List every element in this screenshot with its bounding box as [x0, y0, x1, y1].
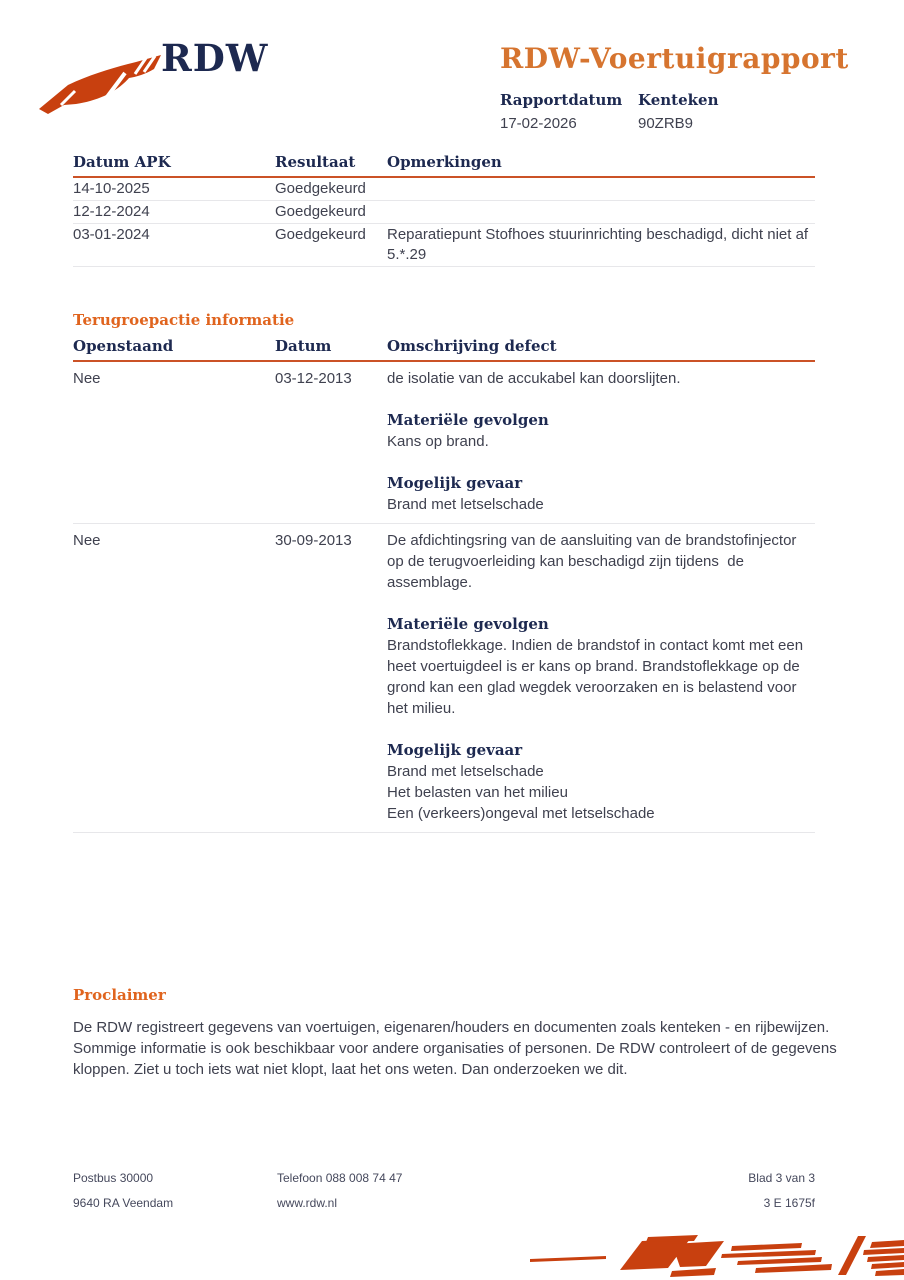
license-plate-group [638, 91, 718, 132]
apk-opmerkingen-cell [387, 201, 815, 223]
apk-resultaat-cell: Goedgekeurd [275, 180, 366, 197]
proclaimer-title: Proclaimer [73, 986, 166, 1004]
material-consequences-label: Materiële gevolgen [387, 615, 549, 633]
footer-address [73, 1166, 277, 1216]
possible-danger-label: Mogelijk gevaar [387, 474, 523, 492]
recall-table-header-row [73, 337, 815, 362]
table-row [73, 524, 815, 833]
apk-col-opmerkingen-header: Opmerkingen [387, 153, 502, 171]
material-consequences-text: Kans op brand. [387, 433, 489, 450]
recall-openstaand-cell: Nee [73, 532, 101, 549]
page-title: RDW-Voertuigrapport [500, 42, 849, 75]
apk-datum-cell: 14-10-2025 [73, 180, 150, 197]
footer-doc-code: 3 E 1675f [763, 1196, 815, 1210]
deco-stripes-graphic [520, 1228, 904, 1280]
material-consequences-label: Materiële gevolgen [387, 411, 549, 429]
spacer [387, 452, 815, 473]
license-plate-label: Kenteken [638, 91, 719, 109]
rdw-logo-text: RDW [161, 36, 269, 80]
main-content [73, 153, 815, 833]
possible-danger-label: Mogelijk gevaar [387, 741, 523, 759]
recall-openstaand-cell: Nee [73, 370, 101, 387]
table-row [73, 224, 815, 267]
footer-phone: Telefoon 088 008 74 47 [277, 1171, 403, 1185]
proclaimer-section [73, 986, 845, 1080]
recall-datum-cell: 30-09-2013 [275, 532, 352, 549]
defect-description: de isolatie van de accukabel kan doorslijten. [387, 370, 681, 387]
table-row [73, 201, 815, 224]
possible-danger-item: Een (verkeers)ongeval met letselschade [387, 805, 655, 822]
recall-defect-cell [387, 362, 815, 523]
rdw-wing-logo-icon [36, 50, 168, 118]
apk-resultaat-cell: Goedgekeurd [275, 226, 366, 243]
apk-table [73, 153, 815, 267]
report-date-group [500, 91, 638, 132]
defect-description: De afdichtingsring van de aansluiting van de brandstofinjector op de terugvoerleiding kan beschadigd zijn tijdens de assemblage. [387, 532, 801, 591]
apk-datum-cell: 12-12-2024 [73, 203, 150, 220]
possible-danger-item: Brand met letselschade [387, 496, 544, 513]
table-row [73, 362, 815, 524]
table-row [73, 178, 815, 201]
spacer [387, 389, 815, 410]
footer-postbus: Postbus 30000 [73, 1171, 154, 1185]
possible-danger-item: Het belasten van het milieu [387, 784, 568, 801]
recall-col-datum-header: Datum [275, 337, 332, 355]
possible-danger-item: Brand met letselschade [387, 763, 544, 780]
report-meta [500, 91, 860, 132]
footer-city: 9640 RA Veendam [73, 1196, 174, 1210]
recall-section [73, 311, 815, 833]
apk-table-header-row [73, 153, 815, 178]
page-footer [73, 1166, 815, 1216]
apk-resultaat-cell: Goedgekeurd [275, 203, 366, 220]
report-date-label: Rapportdatum [500, 91, 623, 109]
material-consequences-text: Brandstoflekkage. Indien de brandstof in contact komt met een heet voertuigdeel is er kans op brand. Brandstoflekkage op de grond kan een glad wegdek veroorzaken en is belastend voor het milieu. [387, 637, 804, 717]
footer-pagination [748, 1166, 815, 1216]
proclaimer-text: De RDW registreert gegevens van voertuigen, eigenaren/houders en documenten zoals kenteken - en rijbewijzen. Sommige informatie is ook beschikbaar voor andere organisaties of personen. De RDW controleert of de gegevens kloppen. Ziet u toch iets wat niet klopt, laat het ons weten. Dan onderzoeken we dit. [73, 1019, 837, 1078]
recall-col-openstaand-header: Openstaand [73, 337, 174, 355]
spacer [387, 593, 815, 614]
spacer [387, 719, 815, 740]
recall-section-title: Terugroepactie informatie [73, 311, 295, 329]
title-block [500, 42, 860, 132]
recall-defect-cell [387, 524, 815, 832]
apk-opmerkingen-cell: Reparatiepunt Stofhoes stuurinrichting beschadigd, dicht niet af 5.*.29 [387, 226, 813, 263]
apk-opmerkingen-cell [387, 178, 815, 200]
footer-website: www.rdw.nl [277, 1196, 338, 1210]
apk-col-resultaat-header: Resultaat [275, 153, 356, 171]
report-date-value: 17-02-2026 [500, 115, 577, 132]
footer-contact [277, 1166, 748, 1216]
apk-col-datum-header: Datum APK [73, 153, 171, 171]
apk-datum-cell: 03-01-2024 [73, 226, 150, 243]
recall-datum-cell: 03-12-2013 [275, 370, 352, 387]
license-plate-value: 90ZRB9 [638, 115, 694, 132]
recall-col-omschrijving-header: Omschrijving defect [387, 337, 557, 355]
footer-page-number: Blad 3 van 3 [748, 1171, 815, 1185]
